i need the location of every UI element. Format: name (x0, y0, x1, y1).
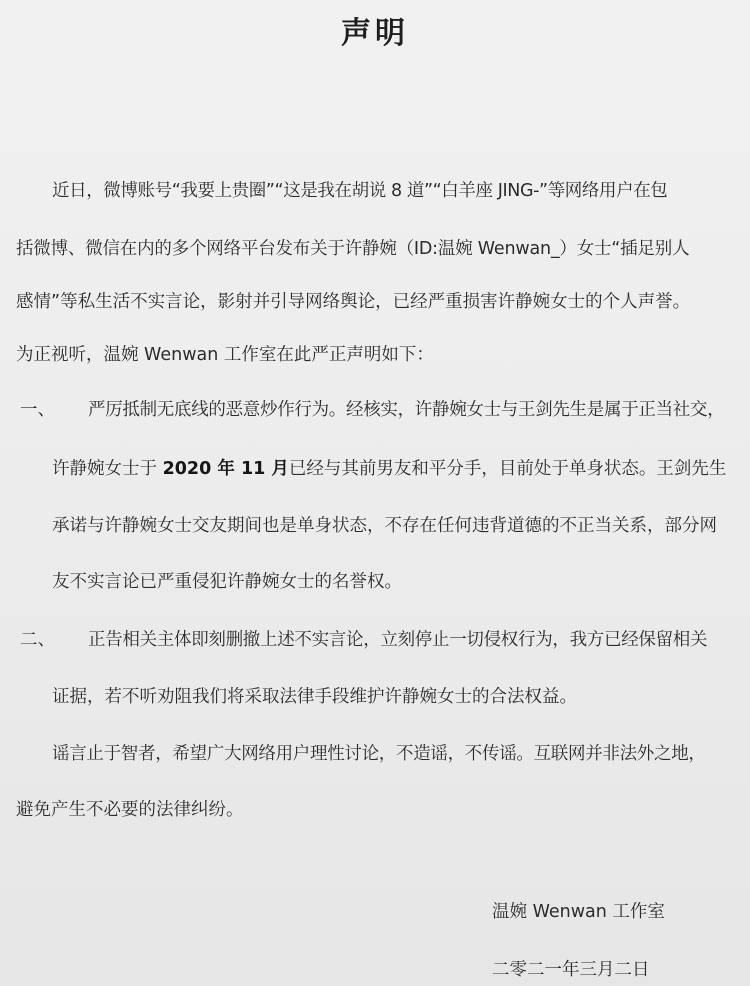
point-1-line-2 (52, 455, 726, 480)
point-1-line-2-end: 已经与其前男友和平分手，目前处于单身状态。王剑先生 (288, 459, 727, 479)
intro-line-1: 近日，微博账号“我要上贵圈”“这是我在胡说 8 道”“白羊座 JING-”等网络用户在包 (52, 181, 668, 201)
point-1-line-3: 承诺与许静婉女士交友期间也是单身状态，不存在任何违背道德的不正当关系，部分网 (52, 516, 717, 536)
studio-signature: 温婉 Wenwan 工作室 (492, 902, 665, 922)
point-2-line-1: 正告相关主体即刻删撤上述不实言论，立刻停止一切侵权行为，我方已经保留相关 (88, 630, 708, 650)
document-title: 声明 (341, 16, 409, 51)
point-1-line-1: 严厉抵制无底线的恶意炒作行为。经核实，许静婉女士与王剑先生是属于正当社交， (88, 400, 725, 420)
closing-line-1: 谣言止于智者，希望广大网络用户理性讨论，不造谣，不传谣。互联网并非法外之地， (52, 744, 706, 764)
signature-date: 二零二一年三月二日 (492, 960, 650, 980)
point-1-line-2-start: 许静婉女士于 (52, 459, 163, 479)
breakup-date: 2020 年 11 月 (162, 459, 289, 479)
point-2-number: 二、 (20, 630, 55, 650)
point-1-number: 一、 (20, 400, 55, 420)
intro-line-4: 为正视听，温婉 Wenwan 工作室在此严正声明如下： (16, 345, 434, 365)
closing-line-2: 避免产生不必要的法律纠纷。 (16, 800, 244, 820)
intro-line-3: 感情”等私生活不实言论，影射并引导网络舆论，已经严重损害许静婉女士的个人声誉。 (16, 292, 691, 312)
point-1-line-4: 友不实言论已严重侵犯许静婉女士的名誉权。 (52, 572, 402, 592)
intro-line-2: 括微博、微信在内的多个网络平台发布关于许静婉（ID:温婉 Wenwan_）女士“插足别人 (16, 239, 690, 259)
point-2-line-2: 证据，若不听劝阻我们将采取法律手段维护许静婉女士的合法权益。 (52, 687, 577, 707)
